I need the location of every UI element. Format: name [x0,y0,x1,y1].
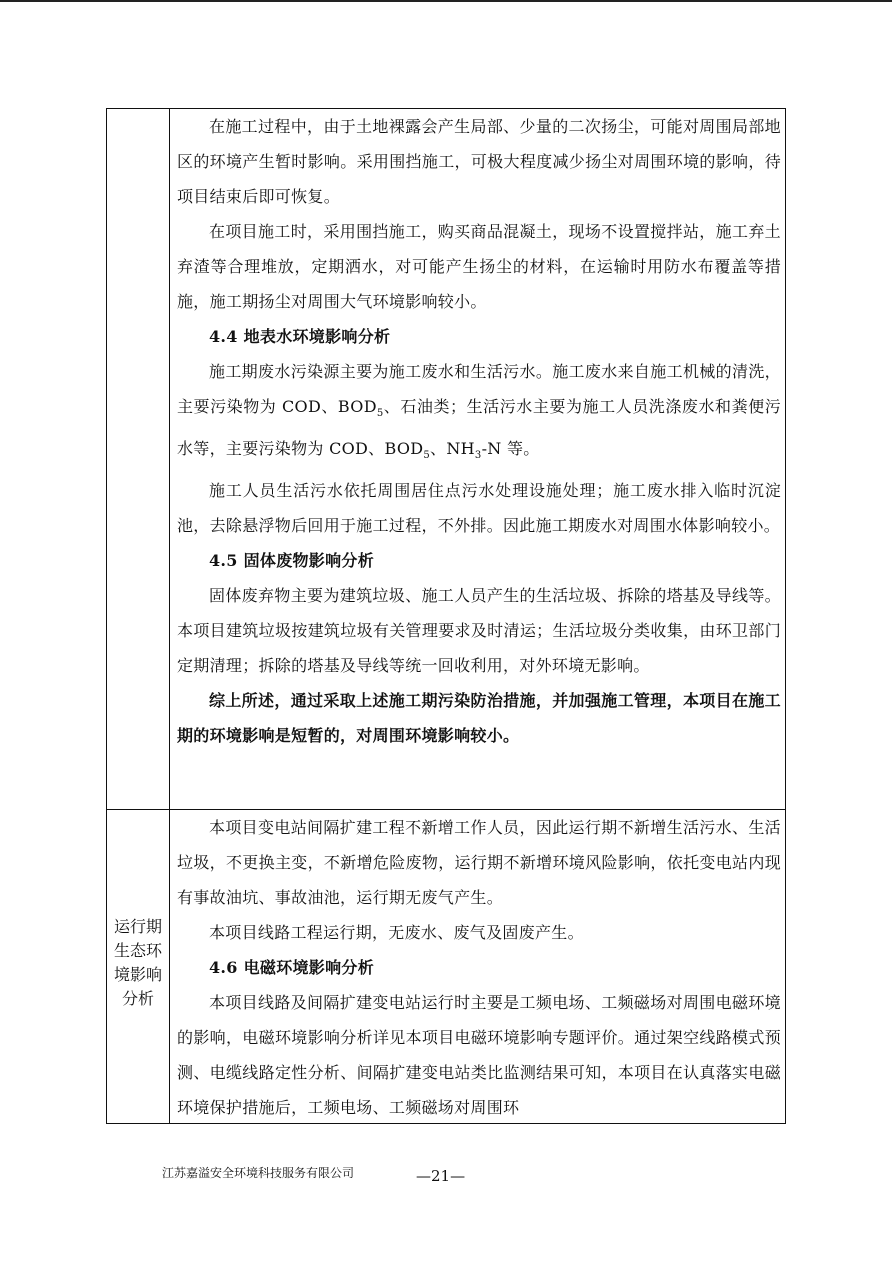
operation-paragraph-2: 本项目线路工程运行期，无废水、废气及固废产生。 [209,923,584,942]
dust-paragraph-2: 在项目施工时，采用围挡施工，购买商品混凝土，现场不设置搅拌站，施工弃土弃渣等合理堆放，定期洒水，对可能产生扬尘的材料，在运输时用防水布覆盖等措施，施工期扬尘对周围大气环境影响较小。 [177,222,781,311]
water-paragraph-2: 施工人员生活污水依托周围居住点污水处理设施处理；施工废水排入临时沉淀池，去除悬浮物后回用于施工过程，不外排。因此施工期废水对周围水体影响较小。 [177,481,781,536]
column-divider [169,109,170,1123]
dust-paragraph-1: 在施工过程中，由于土地裸露会产生局部、少量的二次扬尘，可能对周围局部地区的环境产生暂时影响。采用围挡施工，可极大程度减少扬尘对周围环境的影响，待项目结束后即可恢复。 [177,117,781,206]
solid-waste-paragraph: 固体废弃物主要为建筑垃圾、施工人员产生的生活垃圾、拆除的塔基及导线等。本项目建筑垃圾按建筑垃圾有关管理要求及时清运；生活垃圾分类收集，由环卫部门定期清理；拆除的塔基及导线等统一回收利用，对外环境无影响。 [177,586,781,676]
heading-solid-waste: 4.5 固体废物影响分析 [209,551,375,571]
operation-paragraph-1: 本项目变电站间隔扩建工程不新增工作人员，因此运行期不新增生活污水、生活垃圾，不更换主变，不新增危险废物，运行期不新增环境风险影响，依托变电站内现有事故油坑、事故油池，运行期无废气产生。 [177,818,781,907]
heading-surface-water: 4.4 地表水环境影响分析 [209,327,391,346]
operation-period-label: 运行期 生态环 境影响 分析 [113,917,162,1008]
water-paragraph-1: 施工期废水污染源主要为施工废水和生活污水。施工废水来自施工机械的清洗，主要污染物为 COD、$BOD_5$、石油类；生活污水主要为施工人员洗涤废水和粪便污水等，主要污染物为 COD、$BOD_5$、$NH_3-N$ 等。 [177,362,782,462]
construction-section [177,109,781,753]
electromagnetic-paragraph: 本项目线路及间隔扩建变电站运行时主要是工频电场、工频磁场对周围电磁环境的影响，电磁环境影响分析详见本项目电磁环境影响专题评价。通过架空线路模式预测、电缆线路定性分析、间隔扩建变电站类比监测结果可知，本项目在认真落实电磁环境保护措施后，工频电场、工频磁场对周围环 [177,993,781,1117]
top-border-line [0,0,892,2]
page-number: —21— [416,1167,466,1185]
operation-section [177,810,781,1125]
assessment-table [106,108,786,1124]
heading-electromagnetic: 4.6 电磁环境影响分析 [209,958,375,977]
summary-paragraph: 综上所述，通过采取上述施工期污染防治措施，并加强施工管理，本项目在施工期的环境影响是短暂的，对周围环境影响较小。 [177,691,781,746]
footer-company: 江苏嘉溢安全环境科技服务有限公司 [162,1166,355,1180]
